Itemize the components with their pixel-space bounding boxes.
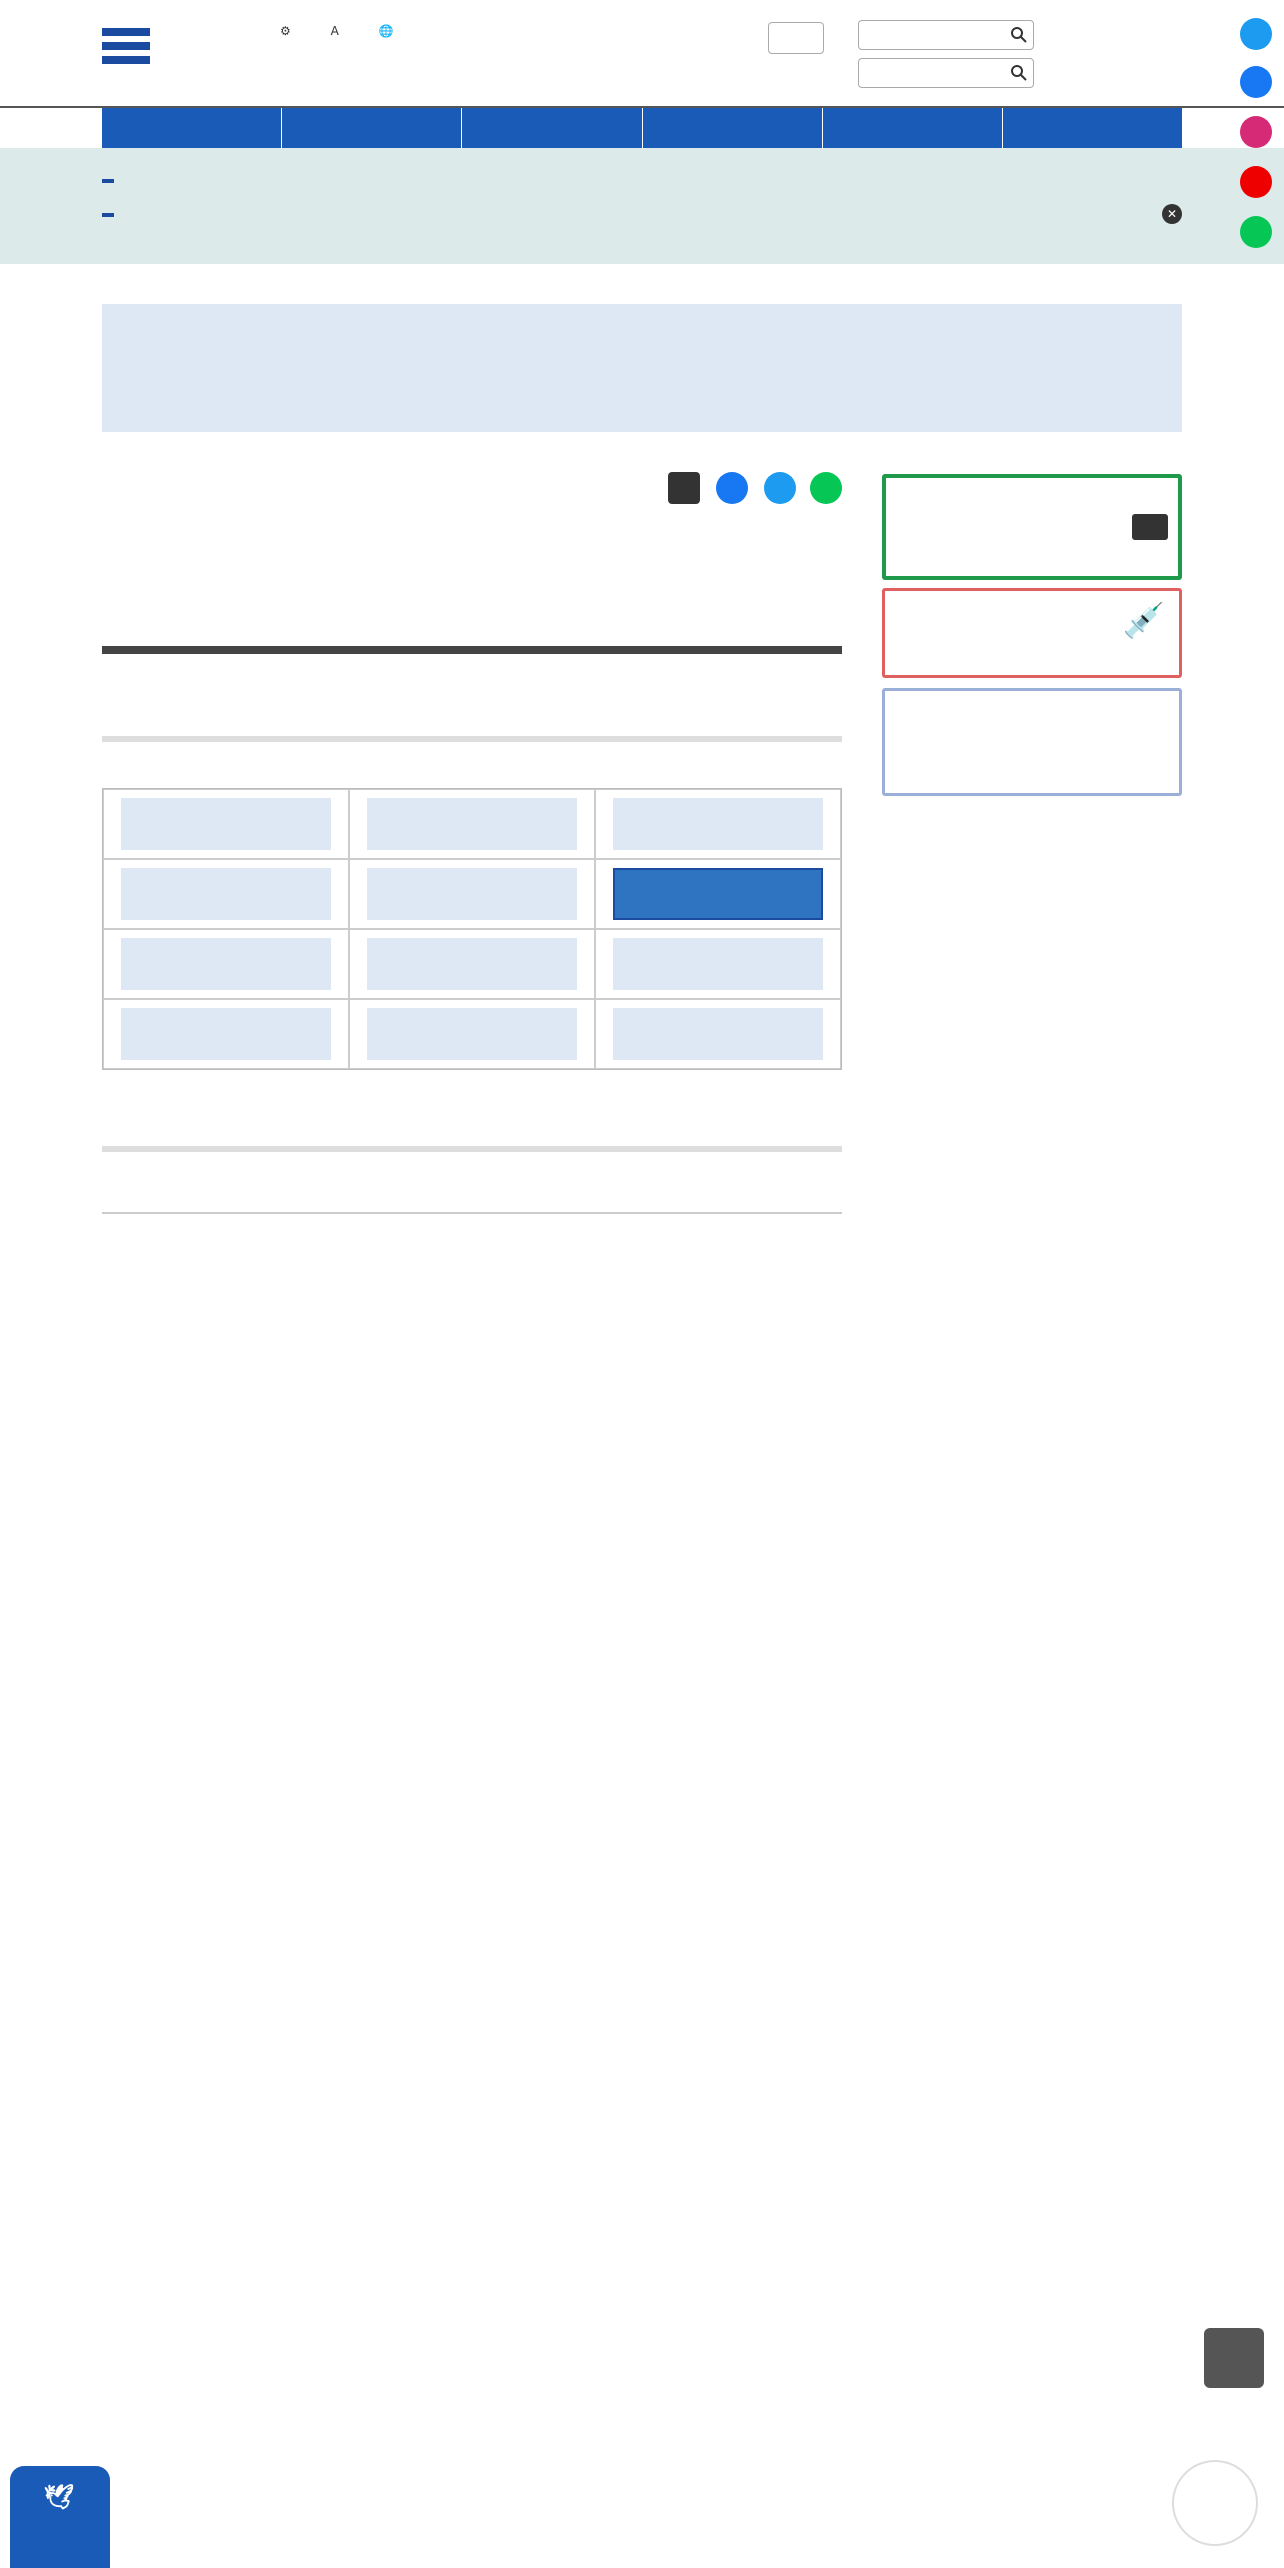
- breadcrumb: [102, 170, 1182, 224]
- menu-wide-area[interactable]: [367, 1008, 577, 1060]
- close-icon[interactable]: ✕: [1162, 204, 1182, 224]
- vaccine-menu-grid: [102, 788, 842, 1070]
- heading-divider: [102, 1146, 842, 1152]
- history-tag: [102, 213, 114, 217]
- detail-search-button[interactable]: [768, 22, 824, 54]
- menu-nonresident[interactable]: [121, 1008, 331, 1060]
- site-header: [0, 0, 1284, 108]
- search-icon[interactable]: [1011, 27, 1027, 43]
- current-location-tag: [102, 179, 114, 183]
- menu-booking-status[interactable]: [613, 868, 823, 920]
- page-number-input[interactable]: [858, 58, 1034, 88]
- menu-fourth-dose[interactable]: [367, 798, 577, 850]
- print-icon[interactable]: [668, 472, 700, 504]
- syringe-icon: 💉: [1122, 601, 1165, 641]
- menu-basic-info[interactable]: [121, 798, 331, 850]
- globe-icon: 🌐: [378, 24, 394, 38]
- search-icon[interactable]: [1011, 65, 1027, 81]
- instagram-icon[interactable]: [1240, 116, 1272, 148]
- menu-schedule[interactable]: [121, 868, 331, 920]
- ai-question-button[interactable]: [1172, 2460, 1258, 2546]
- video-camera-icon: [1132, 514, 1168, 540]
- menu-voucher-application[interactable]: [121, 938, 331, 990]
- title-divider: [102, 646, 842, 654]
- press-youtube-button[interactable]: [882, 474, 1182, 580]
- english-info-button[interactable]: [882, 688, 1182, 796]
- nav-top[interactable]: [102, 108, 282, 148]
- twitter-share-icon[interactable]: [764, 472, 796, 504]
- facebook-share-icon[interactable]: [716, 472, 748, 504]
- pickup-button[interactable]: [10, 2466, 110, 2568]
- menu-cancel-wait[interactable]: [613, 938, 823, 990]
- facebook-icon[interactable]: [1240, 66, 1272, 98]
- line-share-icon[interactable]: [810, 472, 842, 504]
- menu-certificate[interactable]: [367, 938, 577, 990]
- gear-icon: ⚙: [280, 24, 291, 38]
- google-search-input[interactable]: [858, 20, 1034, 50]
- header-links-3: [590, 64, 662, 78]
- subheading-divider: [102, 1212, 842, 1214]
- city-emblem-icon: [102, 24, 150, 72]
- vaccine-press-button[interactable]: [882, 588, 1182, 678]
- vaccine-menu-divider: [102, 736, 842, 742]
- header-links: [280, 24, 430, 38]
- site-logo[interactable]: [102, 24, 158, 72]
- translate-icon: A: [330, 24, 339, 38]
- section-hero: [102, 304, 1182, 432]
- nav-city[interactable]: [1003, 108, 1182, 148]
- nav-peace[interactable]: [823, 108, 1003, 148]
- page-top-button[interactable]: [1204, 2328, 1264, 2388]
- twitter-icon[interactable]: [1240, 18, 1272, 50]
- page-meta: [102, 470, 842, 510]
- bird-icon: 🕊: [43, 2483, 77, 2511]
- nav-business[interactable]: [462, 108, 642, 148]
- menu-press[interactable]: [613, 1008, 823, 1060]
- line-icon[interactable]: [1240, 216, 1272, 248]
- menu-children[interactable]: [613, 798, 823, 850]
- nav-living[interactable]: [282, 108, 462, 148]
- global-nav: [102, 108, 1182, 148]
- header-links-2: [280, 66, 334, 80]
- menu-venue-booking[interactable]: [367, 868, 577, 920]
- nav-tourism[interactable]: [643, 108, 823, 148]
- call-center: [1052, 22, 1182, 28]
- youtube-icon[interactable]: [1240, 166, 1272, 198]
